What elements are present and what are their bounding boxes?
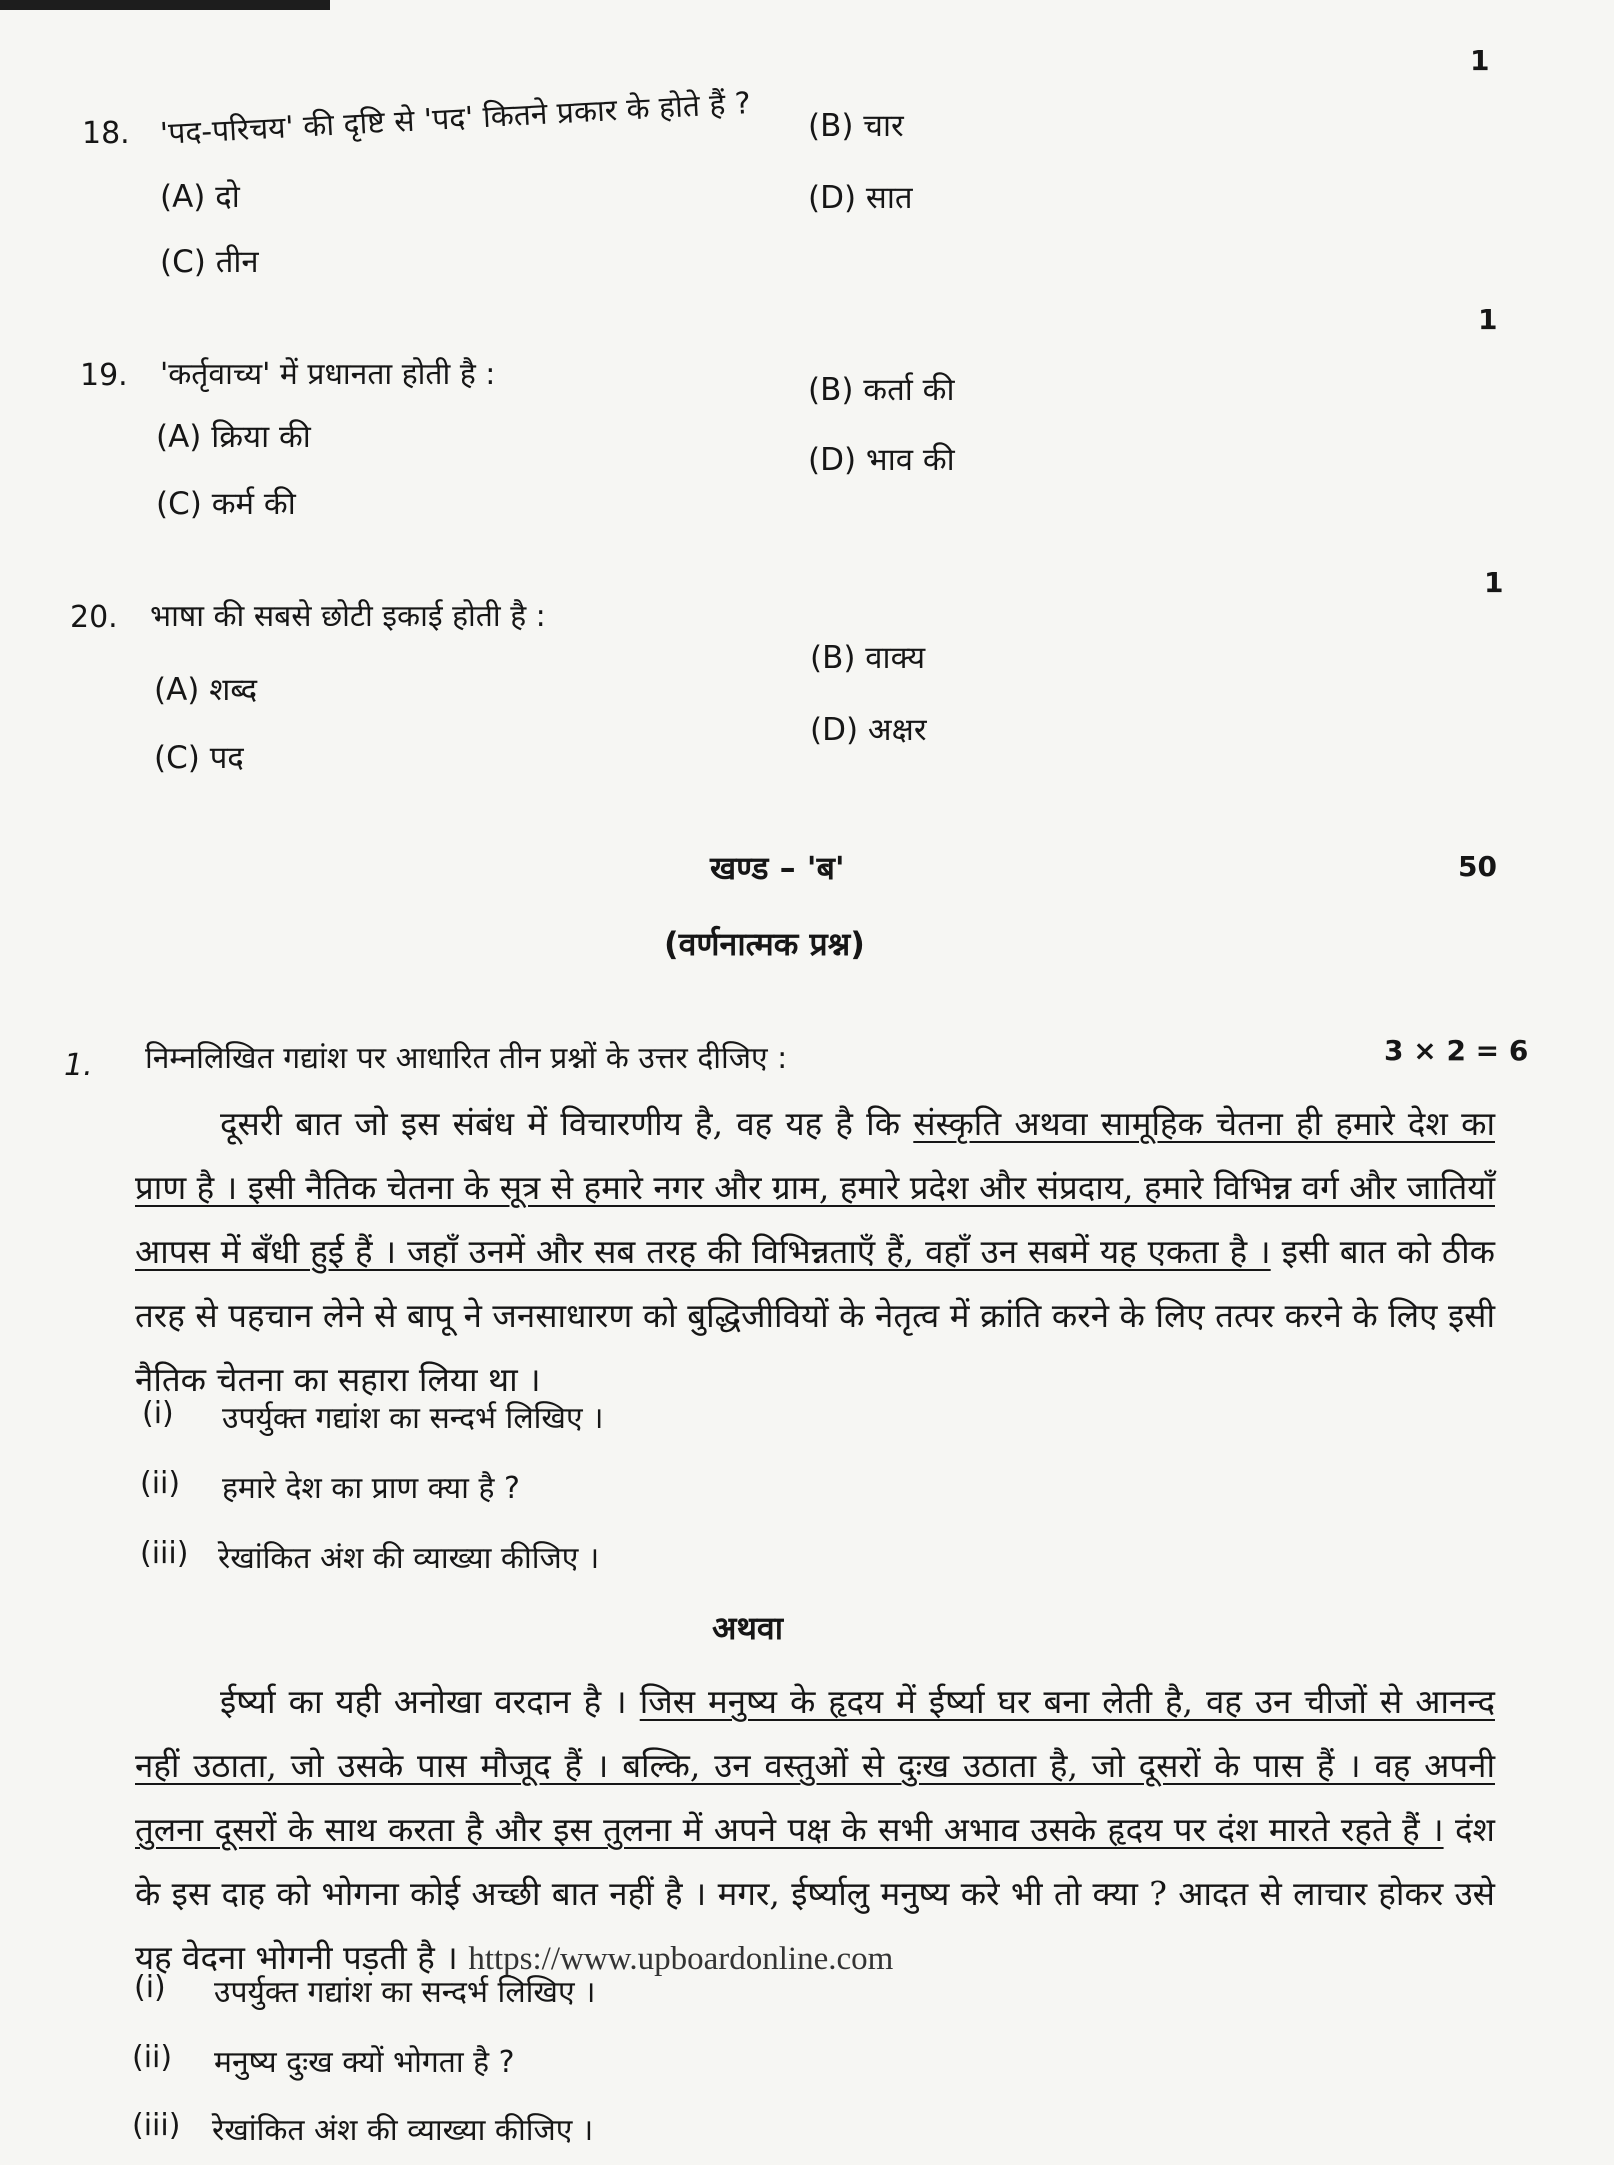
q18-option-a[interactable]: (A) दो (160, 179, 240, 215)
q19-option-a[interactable]: (A) क्रिया की (156, 419, 311, 455)
p2-sub-2-number: (ii) (132, 2040, 173, 2075)
q18-option-c[interactable]: (C) तीन (160, 244, 259, 280)
passage-2 (135, 1670, 1495, 1991)
section-marks: 50 (1458, 850, 1497, 883)
p2-sub-2-text: मनुष्य दुःख क्यों भोगता है ? (214, 2045, 515, 2080)
p1-sub-2-text: हमारे देश का प्राण क्या है ? (222, 1471, 520, 1506)
passage-1 (135, 1092, 1495, 1412)
or-label: अथवा (712, 1609, 783, 1647)
long-question-number: 1. (64, 1048, 93, 1083)
p2-sub-1-text: उपर्युक्त गद्यांश का सन्दर्भ लिखिए । (214, 1975, 596, 2010)
q19-number: 19. (80, 358, 128, 393)
passage-1-end: इसी बात को ठीक तरह से पहचान लेने से बापू ने जनसाधारण को बुद्धिजीवियों के नेतृत्व में क्रांति करने के लिए तत्पर करने के लिए इसी नैतिक चेतना का सहारा लिया था । (135, 1232, 1495, 1399)
q18-option-b[interactable]: (B) चार (808, 108, 904, 144)
q19-option-c[interactable]: (C) कर्म की (156, 486, 296, 522)
q20-option-a[interactable]: (A) शब्द (154, 672, 258, 708)
p2-sub-3-text: रेखांकित अंश की व्याख्या कीजिए । (212, 2113, 594, 2148)
p1-sub-1-number: (i) (142, 1396, 174, 1431)
long-question-marks: 3 × 2 = 6 (1384, 1034, 1529, 1067)
p2-sub-1-number: (i) (134, 1970, 166, 2005)
scan-edge (0, 0, 330, 10)
q20-option-d[interactable]: (D) अक्षर (810, 712, 927, 748)
q18-option-d[interactable]: (D) सात (808, 180, 913, 216)
long-question-instruction: निम्नलिखित गद्यांश पर आधारित तीन प्रश्नों के उत्तर दीजिए : (145, 1041, 788, 1076)
q20-number: 20. (70, 600, 118, 635)
passage-1-underlined: संस्कृति अथवा सामूहिक चेतना ही हमारे देश का प्राण है । इसी नैतिक चेतना के सूत्र से हमारे नगर और ग्राम, हमारे प्रदेश और संप्रदाय, हमारे विभिन्न वर्ग और जातियाँ आपस में बँधी हुई हैं । जहाँ उनमें और सब तरह की विभिन्नताएँ हैं, वहाँ उन सबमें यह एकता है । (135, 1104, 1495, 1271)
passage-2-start: ईर्ष्या का यही अनोखा वरदान है । (220, 1682, 640, 1721)
q19-option-b[interactable]: (B) कर्ता की (808, 372, 955, 408)
p1-sub-3-number: (iii) (140, 1536, 189, 1571)
passage-1-start: दूसरी बात जो इस संबंध में विचारणीय है, वह यह है कि (220, 1104, 914, 1143)
p1-sub-2-number: (ii) (140, 1466, 181, 1501)
passage-2-end: दंश के इस दाह को भोगना कोई अच्छी बात नहीं है । मगर, ईर्ष्यालु मनुष्य करे भी तो क्या ? आदत से लाचार होकर उसे यह वेदना भोगनी पड़ती है । (135, 1810, 1495, 1977)
passage-2-underlined: जिस मनुष्य के हृदय में ईर्ष्या घर बना लेती है, वह उन चीजों से आनन्द नहीं उठाता, जो उसके पास मौजूद हैं । बल्कि, उन वस्तुओं से दुःख उठाता है, जो दूसरों के पास हैं । वह अपनी तुलना दूसरों के साथ करता है और इस तुलना में अपने पक्ष के सभी अभाव उसके हृदय पर दंश मारते रहते हैं । (135, 1682, 1495, 1849)
q18-number: 18. (82, 116, 130, 151)
q20-marks: 1 (1484, 566, 1504, 599)
q19-marks: 1 (1478, 303, 1498, 336)
p1-sub-1-text: उपर्युक्त गद्यांश का सन्दर्भ लिखिए । (222, 1401, 604, 1436)
q20-text: भाषा की सबसे छोटी इकाई होती है : (150, 599, 546, 634)
watermark-url: https://www.upboardonline.com (468, 1941, 894, 1977)
q18-text: 'पद-परिचय' की दृष्टि से 'पद' कितने प्रकार के होते हैं ? (159, 86, 752, 152)
section-subtitle: (वर्णनात्मक प्रश्न) (664, 925, 865, 963)
p2-sub-3-number: (iii) (132, 2108, 181, 2143)
q20-option-b[interactable]: (B) वाक्य (810, 640, 926, 676)
q19-option-d[interactable]: (D) भाव की (808, 442, 955, 478)
p1-sub-3-text: रेखांकित अंश की व्याख्या कीजिए । (218, 1541, 600, 1576)
q19-text: 'कर्तृवाच्य' में प्रधानता होती है : (160, 357, 496, 392)
q18-marks: 1 (1470, 44, 1490, 77)
section-title: खण्ड – 'ब' (710, 849, 845, 887)
q20-option-c[interactable]: (C) पद (154, 740, 244, 776)
